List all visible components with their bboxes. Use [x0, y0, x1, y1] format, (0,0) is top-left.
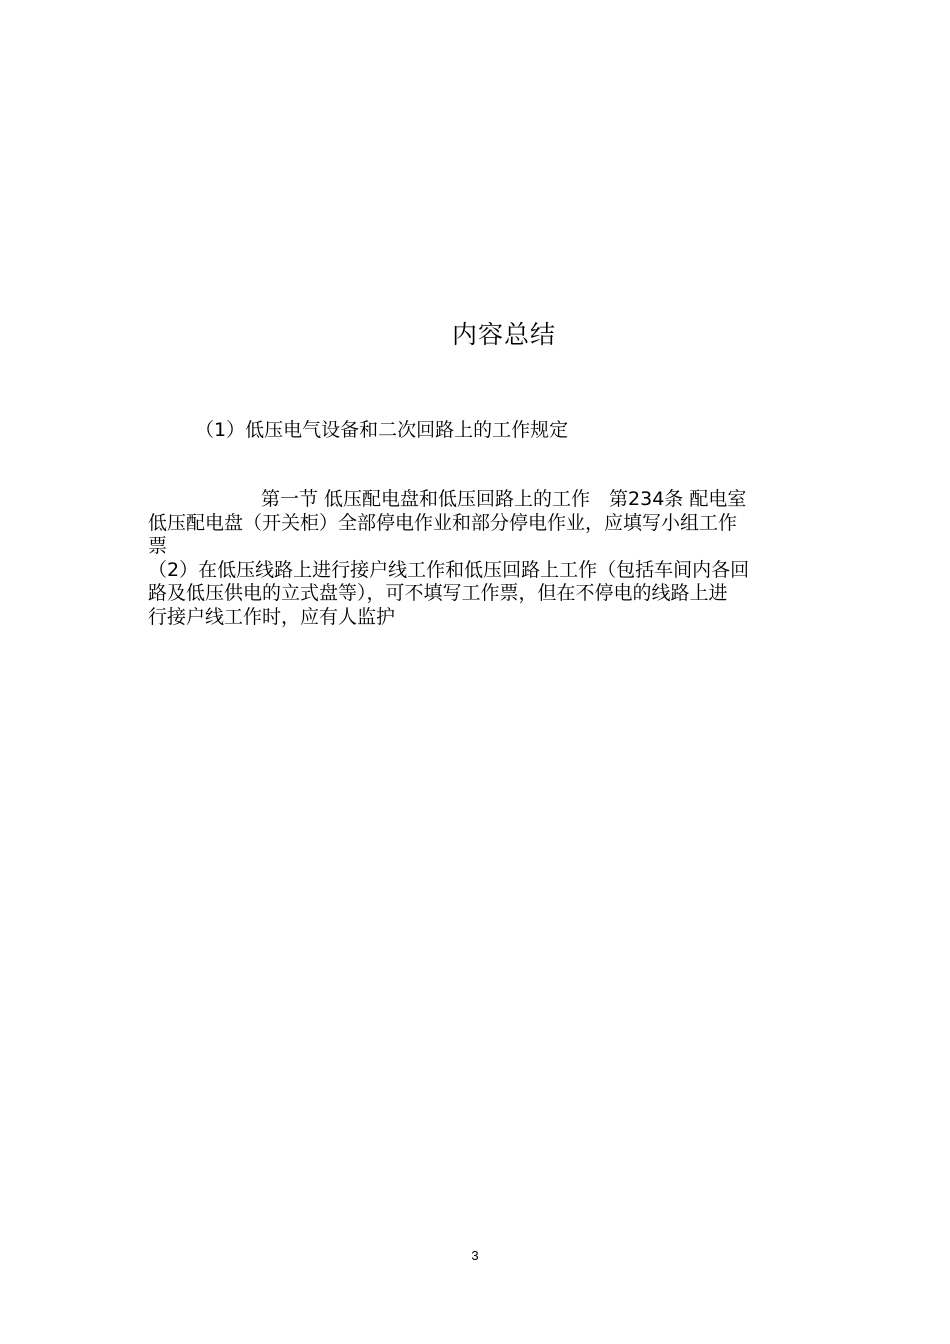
- body-line: 票: [148, 535, 168, 557]
- page-title: 内容总结: [451, 320, 556, 349]
- body-line: 低压配电盘（开关柜）全部停电作业和部分停电作业，应填写小组工作: [148, 511, 738, 534]
- body-text: [148, 488, 808, 629]
- body-line: 行接户线工作时，应有人监护: [148, 605, 396, 628]
- page-number: 3: [471, 1248, 479, 1263]
- body-line: 第一节 低压配电盘和低压回路上的工作 第234条 配电室: [261, 488, 747, 510]
- body-line: （2）在低压线路上进行接户线工作和低压回路上工作（包括车间内各回: [148, 558, 750, 581]
- item-1-heading: （1）低压电气设备和二次回路上的工作规定: [195, 419, 569, 441]
- body-line: 路及低压供电的立式盘等），可不填写工作票，但在不停电的线路上进: [148, 582, 728, 604]
